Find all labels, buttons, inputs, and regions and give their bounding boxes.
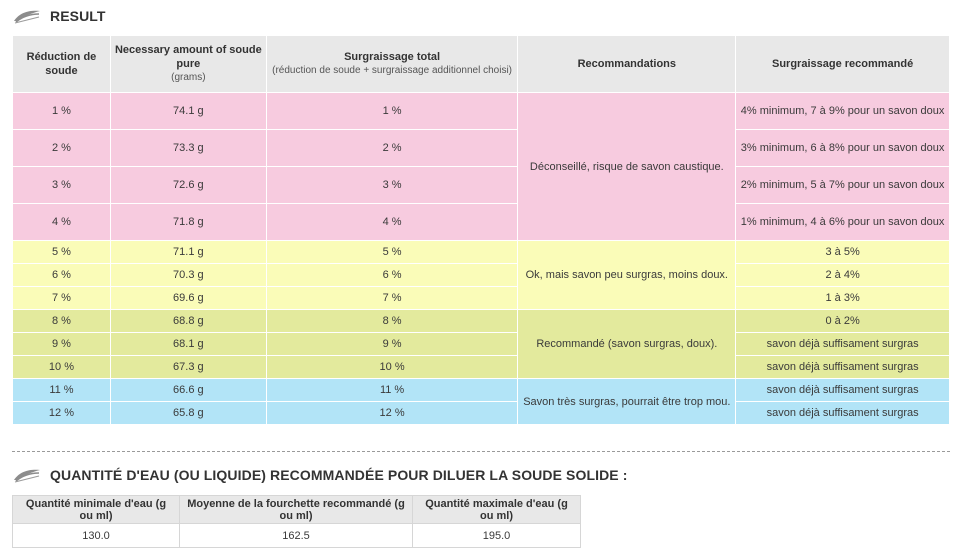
cell-recommended: 0 à 2% (736, 310, 950, 333)
cell-recommended: 3 à 5% (736, 241, 950, 264)
cell-reduction: 3 % (13, 167, 111, 204)
cell-amount: 68.1 g (110, 333, 266, 356)
cell-recommended: 3% minimum, 6 à 8% pour un savon doux (736, 130, 950, 167)
cell-reduction: 2 % (13, 130, 111, 167)
table-row (13, 333, 950, 356)
cell-amount: 69.6 g (110, 287, 266, 310)
cell-amount: 71.1 g (110, 241, 266, 264)
cell-recommendation-blue: Savon très surgras, pourrait être trop mou. (518, 379, 736, 425)
cell-amount: 74.1 g (110, 93, 266, 130)
cell-recommended: 4% minimum, 7 à 9% pour un savon doux (736, 93, 950, 130)
cell-total: 6 % (266, 264, 518, 287)
table-row (13, 379, 950, 402)
cell-total: 11 % (266, 379, 518, 402)
cell-recommended: 1 à 3% (736, 287, 950, 310)
cell-recommendation-pink: Déconseillé, risque de savon caustique. (518, 93, 736, 241)
header-reduction: Réduction de soude (13, 36, 111, 93)
cell-amount: 65.8 g (110, 402, 266, 425)
cell-reduction: 7 % (13, 287, 111, 310)
header-necessary: Necessary amount of soude pure (grams) (110, 36, 266, 93)
cell-recommended: savon déjà suffisament surgras (736, 402, 950, 425)
cell-total: 2 % (266, 130, 518, 167)
cell-total: 12 % (266, 402, 518, 425)
result-header-row (13, 36, 950, 93)
table-row (13, 93, 950, 130)
section-divider (12, 451, 950, 452)
cell-recommendation-yellow: Ok, mais savon peu surgras, moins doux. (518, 241, 736, 310)
cell-amount: 66.6 g (110, 379, 266, 402)
cell-reduction: 5 % (13, 241, 111, 264)
table-row (13, 287, 950, 310)
cell-water-avg: 162.5 (180, 524, 413, 548)
water-values-row (13, 524, 581, 548)
table-row (13, 356, 950, 379)
water-title-text: QUANTITÉ D'EAU (OU LIQUIDE) RECOMMANDÉE POUR DILUER LA SOUDE SOLIDE : (50, 467, 628, 483)
feather-icon (12, 467, 42, 483)
cell-total: 3 % (266, 167, 518, 204)
cell-total: 1 % (266, 93, 518, 130)
cell-water-min: 130.0 (13, 524, 180, 548)
cell-amount: 72.6 g (110, 167, 266, 204)
cell-total: 5 % (266, 241, 518, 264)
header-surgraissage-recommande: Surgraissage recommandé (736, 36, 950, 93)
header-water-max: Quantité maximale d'eau (g ou ml) (413, 496, 581, 524)
cell-total: 10 % (266, 356, 518, 379)
cell-reduction: 1 % (13, 93, 111, 130)
table-row (13, 167, 950, 204)
cell-amount: 73.3 g (110, 130, 266, 167)
feather-icon (12, 8, 42, 24)
cell-total: 7 % (266, 287, 518, 310)
water-table (12, 495, 581, 548)
header-water-min: Quantité minimale d'eau (g ou ml) (13, 496, 180, 524)
header-water-avg: Moyenne de la fourchette recommandé (g ou ml) (180, 496, 413, 524)
cell-reduction: 11 % (13, 379, 111, 402)
cell-amount: 67.3 g (110, 356, 266, 379)
result-title-text: RESULT (50, 8, 106, 24)
table-row (13, 204, 950, 241)
cell-amount: 68.8 g (110, 310, 266, 333)
cell-reduction: 9 % (13, 333, 111, 356)
header-recommandations: Recommandations (518, 36, 736, 93)
cell-reduction: 8 % (13, 310, 111, 333)
cell-amount: 71.8 g (110, 204, 266, 241)
table-row (13, 130, 950, 167)
cell-recommended: 1% minimum, 4 à 6% pour un savon doux (736, 204, 950, 241)
cell-total: 9 % (266, 333, 518, 356)
cell-recommended: 2% minimum, 5 à 7% pour un savon doux (736, 167, 950, 204)
cell-recommendation-olive: Recommandé (savon surgras, doux). (518, 310, 736, 379)
water-header-row (13, 496, 581, 524)
water-section-title (12, 463, 628, 487)
cell-recommended: savon déjà suffisament surgras (736, 333, 950, 356)
table-row (13, 264, 950, 287)
cell-reduction: 4 % (13, 204, 111, 241)
header-surgraissage-total: Surgraissage total (réduction de soude + surgraissage additionnel choisi) (266, 36, 518, 93)
cell-recommended: savon déjà suffisament surgras (736, 379, 950, 402)
cell-reduction: 12 % (13, 402, 111, 425)
table-row (13, 310, 950, 333)
table-row (13, 241, 950, 264)
cell-water-max: 195.0 (413, 524, 581, 548)
cell-reduction: 6 % (13, 264, 111, 287)
cell-total: 4 % (266, 204, 518, 241)
cell-recommended: 2 à 4% (736, 264, 950, 287)
cell-recommended: savon déjà suffisament surgras (736, 356, 950, 379)
cell-amount: 70.3 g (110, 264, 266, 287)
table-row (13, 402, 950, 425)
cell-total: 8 % (266, 310, 518, 333)
cell-reduction: 10 % (13, 356, 111, 379)
result-table (12, 35, 950, 425)
result-section-title (12, 4, 106, 28)
